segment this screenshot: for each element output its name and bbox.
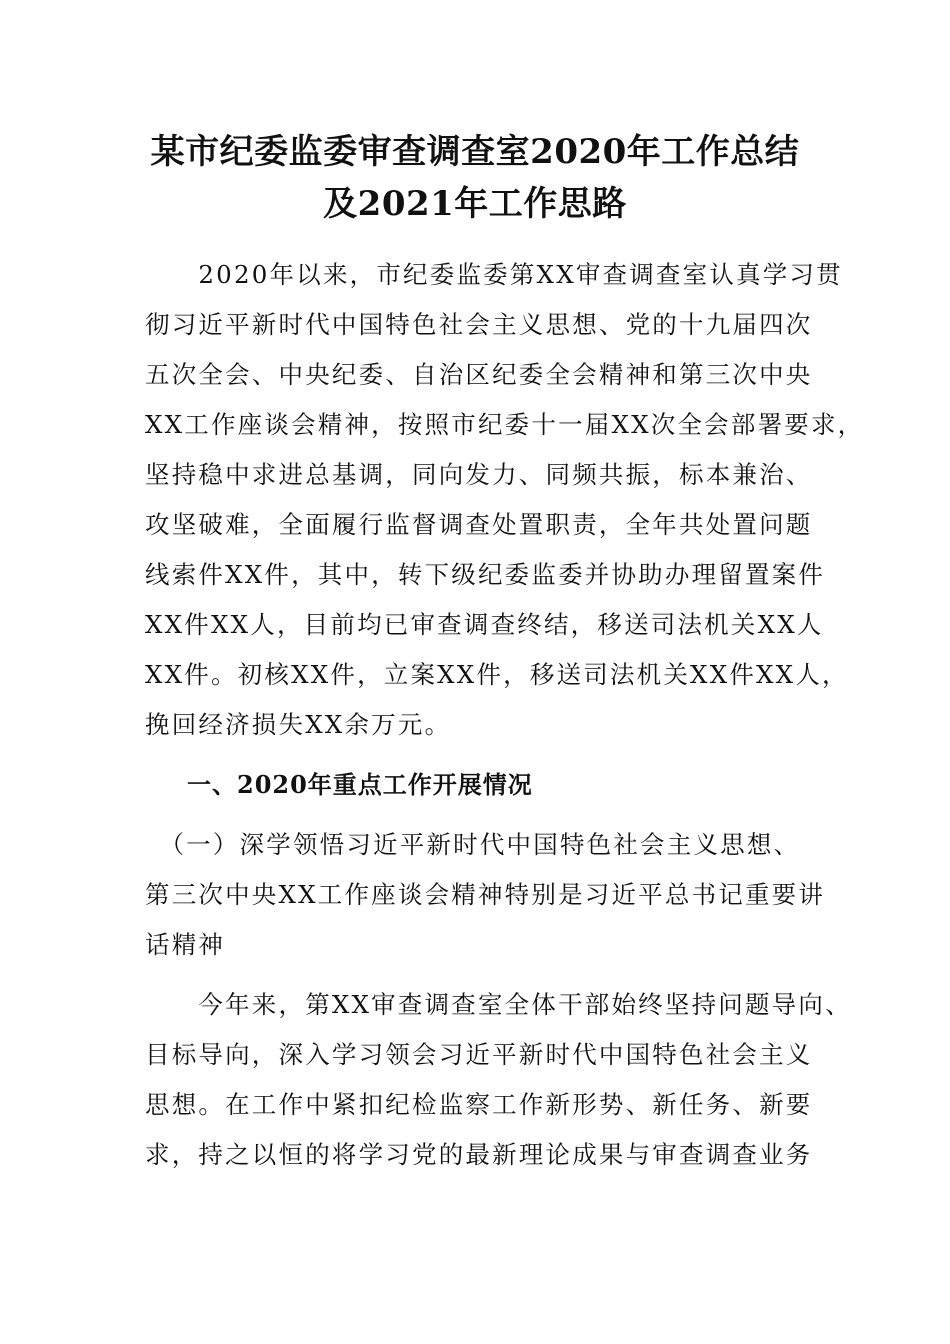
subsection-heading-line: 第三次中央XX工作座谈会精神特别是习近平总书记重要讲: [145, 880, 826, 909]
intro-line: 2020年以来，市纪委监委第XX审查调查室认真学习贯: [145, 260, 843, 289]
document-title-line-2: 及2021年工作思路: [323, 184, 627, 224]
intro-line: 彻习近平新时代中国特色社会主义思想、党的十九届四次: [145, 310, 813, 339]
intro-line: 攻坚破难，全面履行监督调查处置职责，全年共处置问题: [145, 510, 813, 539]
body-line: 求，持之以恒的将学习党的最新理论成果与审查调查业务: [145, 1140, 813, 1169]
document-title-line-1: 某市纪委监委审查调查室2020年工作总结: [150, 132, 800, 172]
subsection-heading-line: （一）深学领悟习近平新时代中国特色社会主义思想、: [145, 830, 801, 859]
intro-line: XX件。初核XX件，立案XX件，移送司法机关XX件XX人，: [145, 660, 849, 689]
section-heading: 一、2020年重点工作开展情况: [187, 770, 533, 799]
body-line: 目标导向，深入学习领会习近平新时代中国特色社会主义: [145, 1040, 813, 1069]
intro-line: 挽回经济损失XX余万元。: [145, 710, 452, 739]
intro-line: XX件XX人，目前均已审查调查终结，移送司法机关XX人: [145, 610, 824, 639]
subsection-heading-line: 话精神: [145, 930, 226, 959]
intro-line: 五次全会、中央纪委、自治区纪委全会精神和第三次中央: [145, 360, 813, 389]
intro-line: 线索件XX件，其中，转下级纪委监委并协助办理留置案件: [145, 560, 826, 589]
body-line: 今年来，第XX审查调查室全体干部始终坚持问题导向、: [145, 990, 852, 1019]
intro-line: 坚持稳中求进总基调，同向发力、同频共振，标本兼治、: [145, 460, 813, 489]
intro-line: XX工作座谈会精神，按照市纪委十一届XX次全会部署要求，: [145, 410, 865, 439]
body-line: 思想。在工作中紧扣纪检监察工作新形势、新任务、新要: [145, 1090, 813, 1119]
